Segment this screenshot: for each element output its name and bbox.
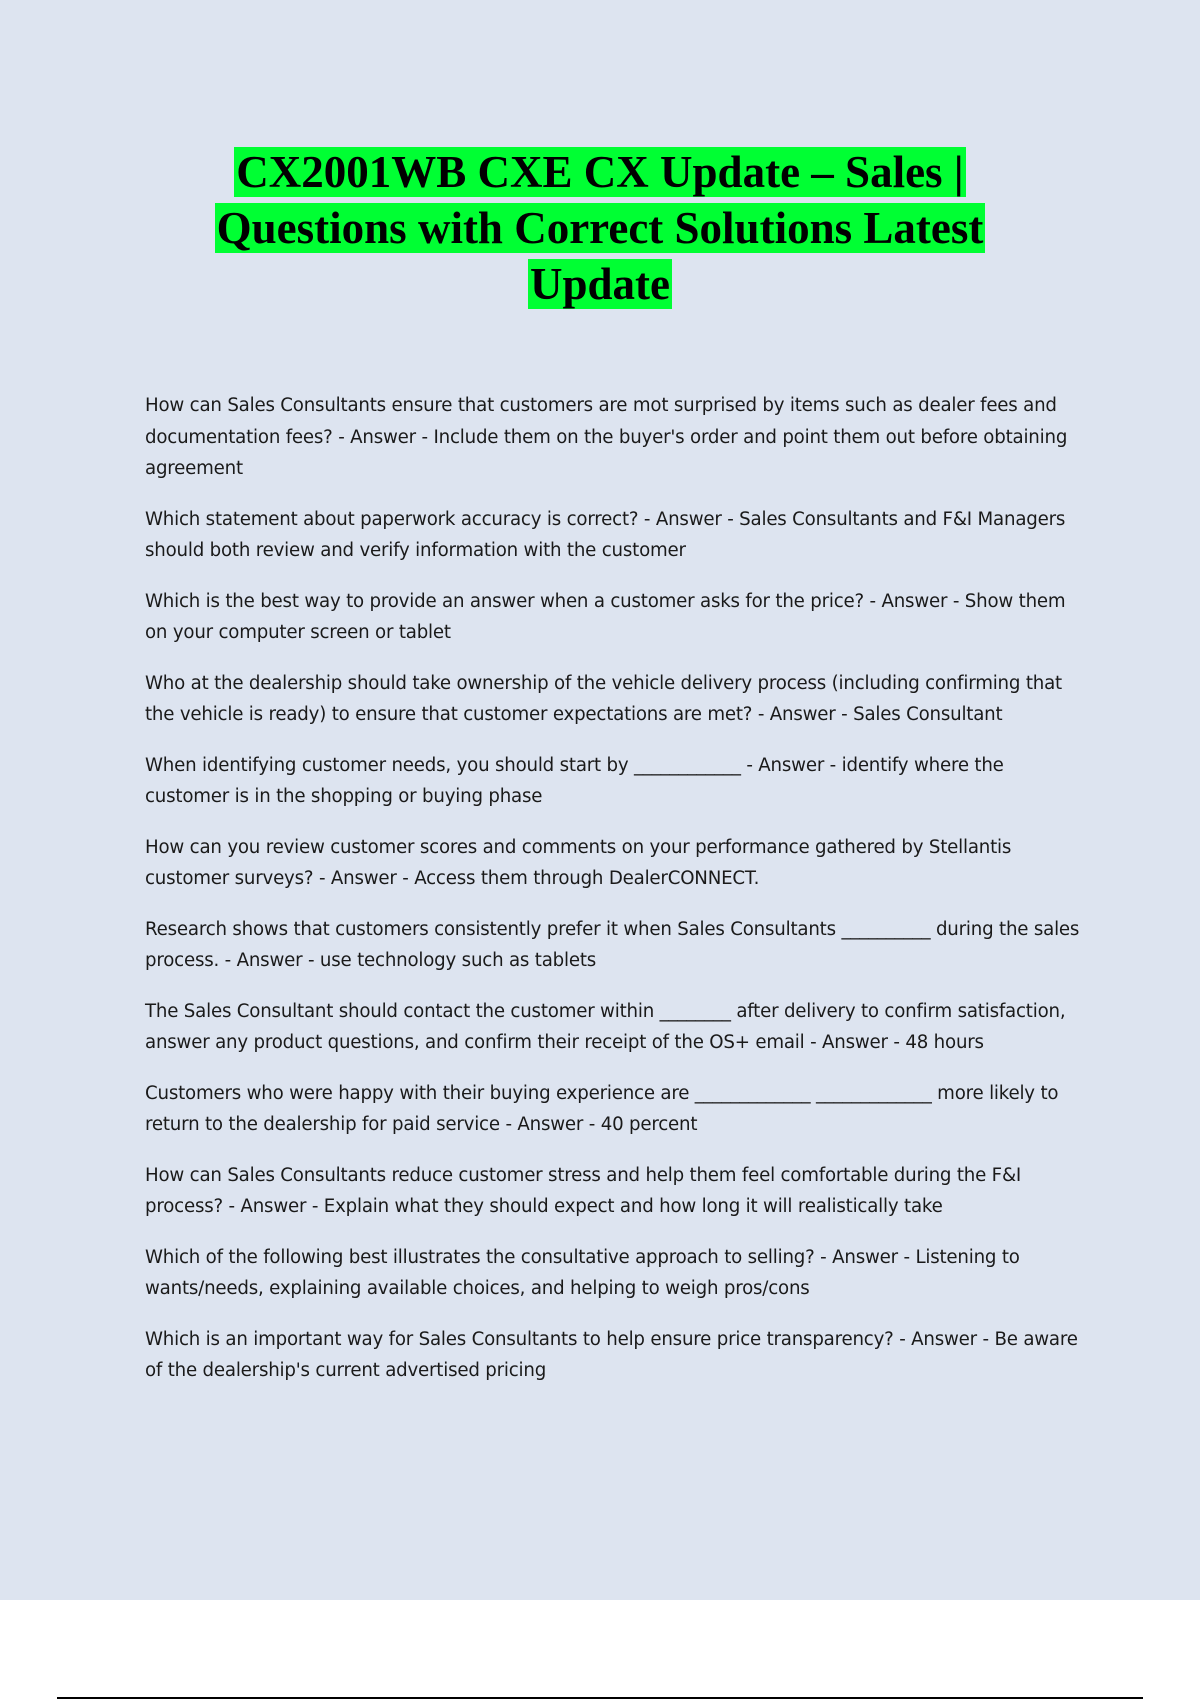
qa-question: When identifying customer needs, you should start by ____________ (145, 754, 741, 776)
qa-answer: 48 hours (905, 1032, 984, 1053)
qa-separator: - Answer - (804, 1032, 906, 1053)
qa-separator: - Answer - (332, 426, 434, 448)
qa-separator: - Answer - (893, 1328, 995, 1350)
qa-item (145, 1324, 1090, 1387)
qa-item (145, 750, 1090, 813)
title-line-2: Questions with Correct Solutions Latest (216, 203, 984, 253)
qa-answer: Access them through DealerCONNECT. (414, 868, 760, 889)
qa-separator: - Answer - (863, 590, 965, 612)
qa-separator: - Answer - (638, 508, 740, 530)
footer-divider (57, 1697, 1143, 1699)
qa-question: Customers who were happy with their buying experience are _____________ _____________ more likely to return to the dealership for paid service (145, 1082, 1059, 1135)
qa-answer: use technology such as tablets (319, 950, 597, 971)
qa-separator: - Answer - (219, 950, 320, 971)
qa-question: Who at the dealership should take ownership of the vehicle delivery process (including confirming that the vehicle is ready) to ensure that customer expectations are met? (145, 672, 1062, 725)
qa-list (145, 390, 1090, 1406)
qa-separator: - Answer - (752, 704, 854, 725)
qa-question: Which is an important way for Sales Consultants to help ensure price transparency? (145, 1328, 894, 1350)
qa-answer: Explain what they should expect and how long it will realistically take (323, 1196, 943, 1217)
qa-question: Which is the best way to provide an answer when a customer asks for the price? (145, 590, 864, 612)
title-line-3: Update (529, 259, 670, 309)
qa-item (145, 390, 1090, 485)
qa-separator: - Answer - (313, 868, 415, 889)
qa-item (145, 668, 1090, 731)
qa-item (145, 586, 1090, 649)
qa-answer: Include them on the buyer's order and point them out before obtaining agreement (145, 426, 1068, 479)
title-line-1: CX2001WB CXE CX Update – Sales | (236, 147, 964, 197)
qa-item (145, 1242, 1090, 1305)
qa-answer: Show them on your computer screen or tablet (145, 590, 1066, 643)
qa-question: How can Sales Consultants ensure that customers are mot surprised by items such as dealer fees and documentation fees? (145, 395, 1057, 448)
qa-separator: - Answer - (740, 754, 842, 776)
qa-separator: - Answer - (499, 1114, 601, 1135)
qa-question: The Sales Consultant should contact the customer within ________ after delivery to confirm satisfaction, answer any product questions, and confirm their receipt of the OS+ email (145, 1000, 1066, 1053)
qa-answer: 40 percent (600, 1114, 698, 1135)
qa-answer: Be aware of the dealership's current advertised pricing (145, 1328, 1078, 1381)
qa-answer: Sales Consultants and F&I Managers should both review and verify information with the customer (145, 508, 1066, 561)
qa-separator: - Answer - (222, 1196, 324, 1217)
qa-answer: Listening to wants/needs, explaining available choices, and helping to weigh pros/cons (145, 1246, 1020, 1299)
qa-item (145, 504, 1090, 567)
qa-question: Which statement about paperwork accuracy is correct? (145, 508, 639, 530)
qa-question: Research shows that customers consistently prefer it when Sales Consultants __________ during the sales process. (145, 918, 1080, 971)
qa-item (145, 832, 1090, 895)
qa-item (145, 996, 1090, 1059)
qa-separator: - Answer - (814, 1246, 916, 1268)
qa-question: How can Sales Consultants reduce customer stress and help them feel comfortable during the F&I process? (145, 1164, 1022, 1217)
qa-item (145, 1078, 1090, 1141)
qa-question: Which of the following best illustrates the consultative approach to selling? (145, 1246, 815, 1268)
qa-answer: Sales Consultant (853, 704, 1003, 725)
qa-question: How can you review customer scores and comments on your performance gathered by Stellantis customer surveys? (145, 836, 1012, 889)
qa-item (145, 914, 1090, 977)
qa-item (145, 1160, 1090, 1223)
qa-answer: identify where the customer is in the shopping or buying phase (145, 754, 1004, 807)
document-title (150, 144, 1050, 312)
